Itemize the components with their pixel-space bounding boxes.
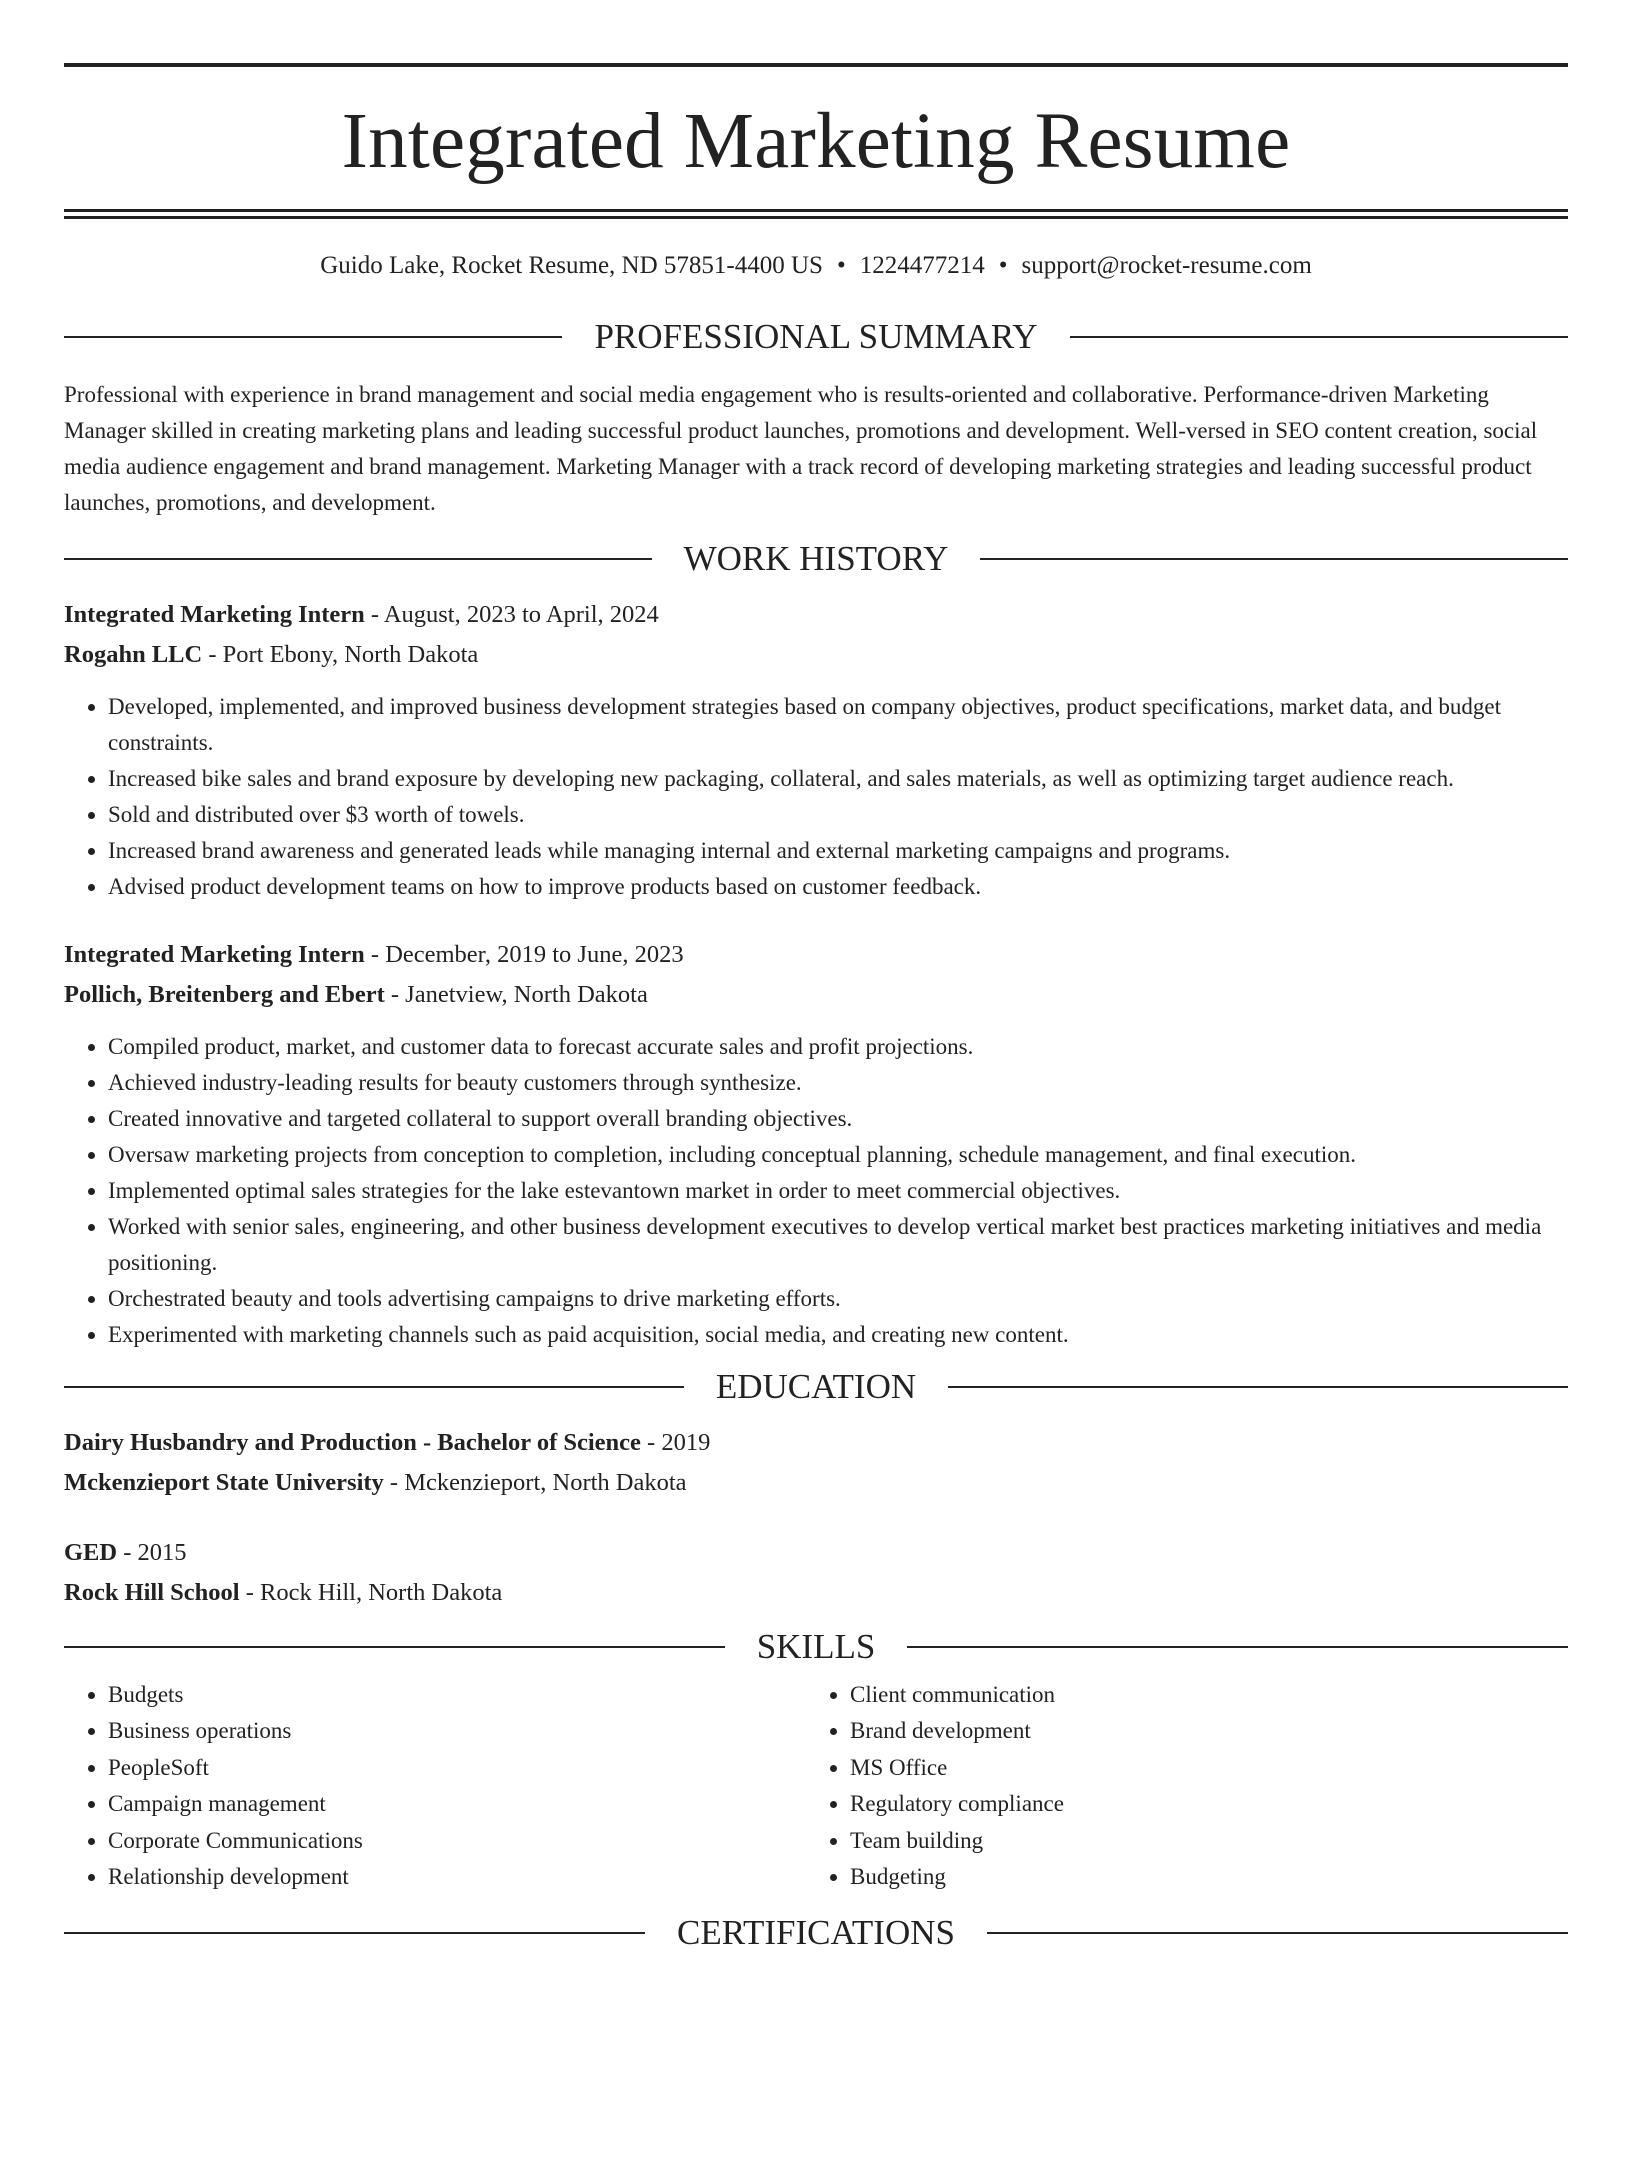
skills-column-right: [806, 1677, 1548, 1895]
job-title-line: [64, 595, 1568, 635]
section-title: SKILLS: [756, 1627, 876, 1666]
contact-line: [64, 251, 1568, 281]
section-title: PROFESSIONAL SUMMARY: [594, 317, 1038, 356]
title-double-rule: [64, 209, 1568, 219]
section-header-summary: [64, 317, 1568, 357]
job-company: Rogahn LLC: [64, 641, 203, 668]
job-title: Integrated Marketing Intern: [64, 601, 365, 628]
school: Mckenzieport State University: [64, 1469, 384, 1496]
job-company-line: [64, 635, 1568, 675]
skill-item: • Corporate Communications: [108, 1823, 806, 1859]
section-header-education: [64, 1367, 1568, 1407]
skill-item: • Budgeting: [850, 1859, 1548, 1895]
skill-item: • Team building: [850, 1823, 1548, 1859]
section-header-certifications: [64, 1913, 1568, 1953]
contact-phone: 1224477214: [859, 252, 985, 279]
list-item: • Advised product development teams on how to improve products based on customer feedback.: [108, 869, 1568, 905]
divider-line: [64, 558, 652, 560]
degree: Dairy Husbandry and Production - Bachelor of Science: [64, 1429, 641, 1456]
degree: GED: [64, 1539, 118, 1566]
job-bullets: [64, 1029, 1568, 1353]
dash: -: [239, 1579, 261, 1606]
job-title-line: [64, 935, 1568, 975]
job-entry: [64, 595, 1568, 905]
degree-line: [64, 1533, 1568, 1573]
divider-line: [980, 558, 1568, 560]
skills-list: [64, 1677, 1568, 1895]
school-line: [64, 1463, 1568, 1503]
job-dates: December, 2019 to June, 2023: [385, 941, 684, 968]
list-item: • Increased bike sales and brand exposure by developing new packaging, collateral, and sales materials, as well as optimizing target audience reach.: [108, 761, 1568, 797]
job-bullets: [64, 689, 1568, 905]
education-entry: [64, 1423, 1568, 1503]
skill-item: • Client communication: [850, 1677, 1548, 1713]
section-header-work: [64, 539, 1568, 579]
divider-line: [907, 1646, 1568, 1648]
section-title: EDUCATION: [715, 1367, 917, 1406]
school-line: [64, 1573, 1568, 1613]
divider-line: [64, 1932, 645, 1934]
list-item: • Compiled product, market, and customer data to forecast accurate sales and profit projections.: [108, 1029, 1568, 1065]
list-item: • Achieved industry-leading results for beauty customers through synthesize.: [108, 1065, 1568, 1101]
job-entry: [64, 935, 1568, 1353]
job-location: Janetview, North Dakota: [405, 981, 648, 1008]
list-item: • Orchestrated beauty and tools advertising campaigns to drive marketing efforts.: [108, 1281, 1568, 1317]
resume-title: Integrated Marketing Resume: [341, 98, 1291, 185]
dash: -: [384, 981, 406, 1008]
job-company: Pollich, Breitenberg and Ebert: [64, 981, 385, 1008]
summary-text: Professional with experience in brand management and social media engagement who is results-oriented and collaborative. Performance-driven Marketing Manager skilled in creating marketing plans and leading successful product launches, promotions and development. Well-versed in SEO content creation, social media audience engagement and brand management. Marketing Manager with a track record of developing marketing strategies and leading successful product launches, promotions, and development.: [64, 382, 1538, 515]
contact-separator: •: [836, 252, 846, 279]
degree-year: 2019: [661, 1429, 711, 1456]
degree-year: 2015: [137, 1539, 187, 1566]
dash: -: [364, 601, 384, 628]
section-header-skills: [64, 1627, 1568, 1667]
dash: -: [202, 641, 223, 668]
skill-item: • MS Office: [850, 1750, 1548, 1786]
skill-item: • Budgets: [108, 1677, 806, 1713]
dash: -: [117, 1539, 138, 1566]
school: Rock Hill School: [64, 1579, 240, 1606]
contact-separator: •: [998, 252, 1008, 279]
divider-line: [987, 1932, 1568, 1934]
list-item: • Implemented optimal sales strategies for the lake estevantown market in order to meet commercial objectives.: [108, 1173, 1568, 1209]
list-item: • Increased brand awareness and generated leads while managing internal and external marketing campaigns and programs.: [108, 833, 1568, 869]
skills-column-left: [64, 1677, 806, 1895]
dash: -: [364, 941, 386, 968]
skill-item: • Campaign management: [108, 1786, 806, 1822]
list-item: • Worked with senior sales, engineering, and other business development executives to develop vertical market best practices marketing initiatives and media positioning.: [108, 1209, 1568, 1281]
school-location: Rock Hill, North Dakota: [260, 1579, 503, 1606]
job-company-line: [64, 975, 1568, 1015]
skill-item: • Relationship development: [108, 1859, 806, 1895]
list-item: • Sold and distributed over $3 worth of towels.: [108, 797, 1568, 833]
contact-address: Guido Lake, Rocket Resume, ND 57851-4400 US: [320, 252, 823, 279]
divider-line: [1070, 336, 1568, 338]
section-title: WORK HISTORY: [683, 539, 949, 578]
dash: -: [640, 1429, 662, 1456]
section-title: CERTIFICATIONS: [677, 1913, 955, 1953]
list-item: • Created innovative and targeted collateral to support overall branding objectives.: [108, 1101, 1568, 1137]
resume-page: [0, 63, 1632, 2175]
skill-item: • PeopleSoft: [108, 1750, 806, 1786]
skill-item: • Business operations: [108, 1713, 806, 1749]
divider-line: [64, 1386, 684, 1388]
school-location: Mckenzieport, North Dakota: [404, 1469, 687, 1496]
job-dates: August, 2023 to April, 2024: [383, 601, 659, 628]
list-item: • Developed, implemented, and improved business development strategies based on company objectives, product specifications, market data, and budget constraints.: [108, 689, 1568, 761]
job-location: Port Ebony, North Dakota: [222, 641, 479, 668]
list-item: • Experimented with marketing channels such as paid acquisition, social media, and creating new content.: [108, 1317, 1568, 1353]
job-title: Integrated Marketing Intern: [64, 941, 365, 968]
skill-item: • Brand development: [850, 1713, 1548, 1749]
list-item: • Oversaw marketing projects from conception to completion, including conceptual planning, schedule management, and final execution.: [108, 1137, 1568, 1173]
contact-email: support@rocket-resume.com: [1021, 252, 1312, 279]
top-rule: [64, 63, 1568, 67]
education-entry: [64, 1533, 1568, 1613]
divider-line: [64, 1646, 725, 1648]
divider-line: [64, 336, 562, 338]
skill-item: • Regulatory compliance: [850, 1786, 1548, 1822]
degree-line: [64, 1423, 1568, 1463]
divider-line: [948, 1386, 1568, 1388]
dash: -: [383, 1469, 405, 1496]
